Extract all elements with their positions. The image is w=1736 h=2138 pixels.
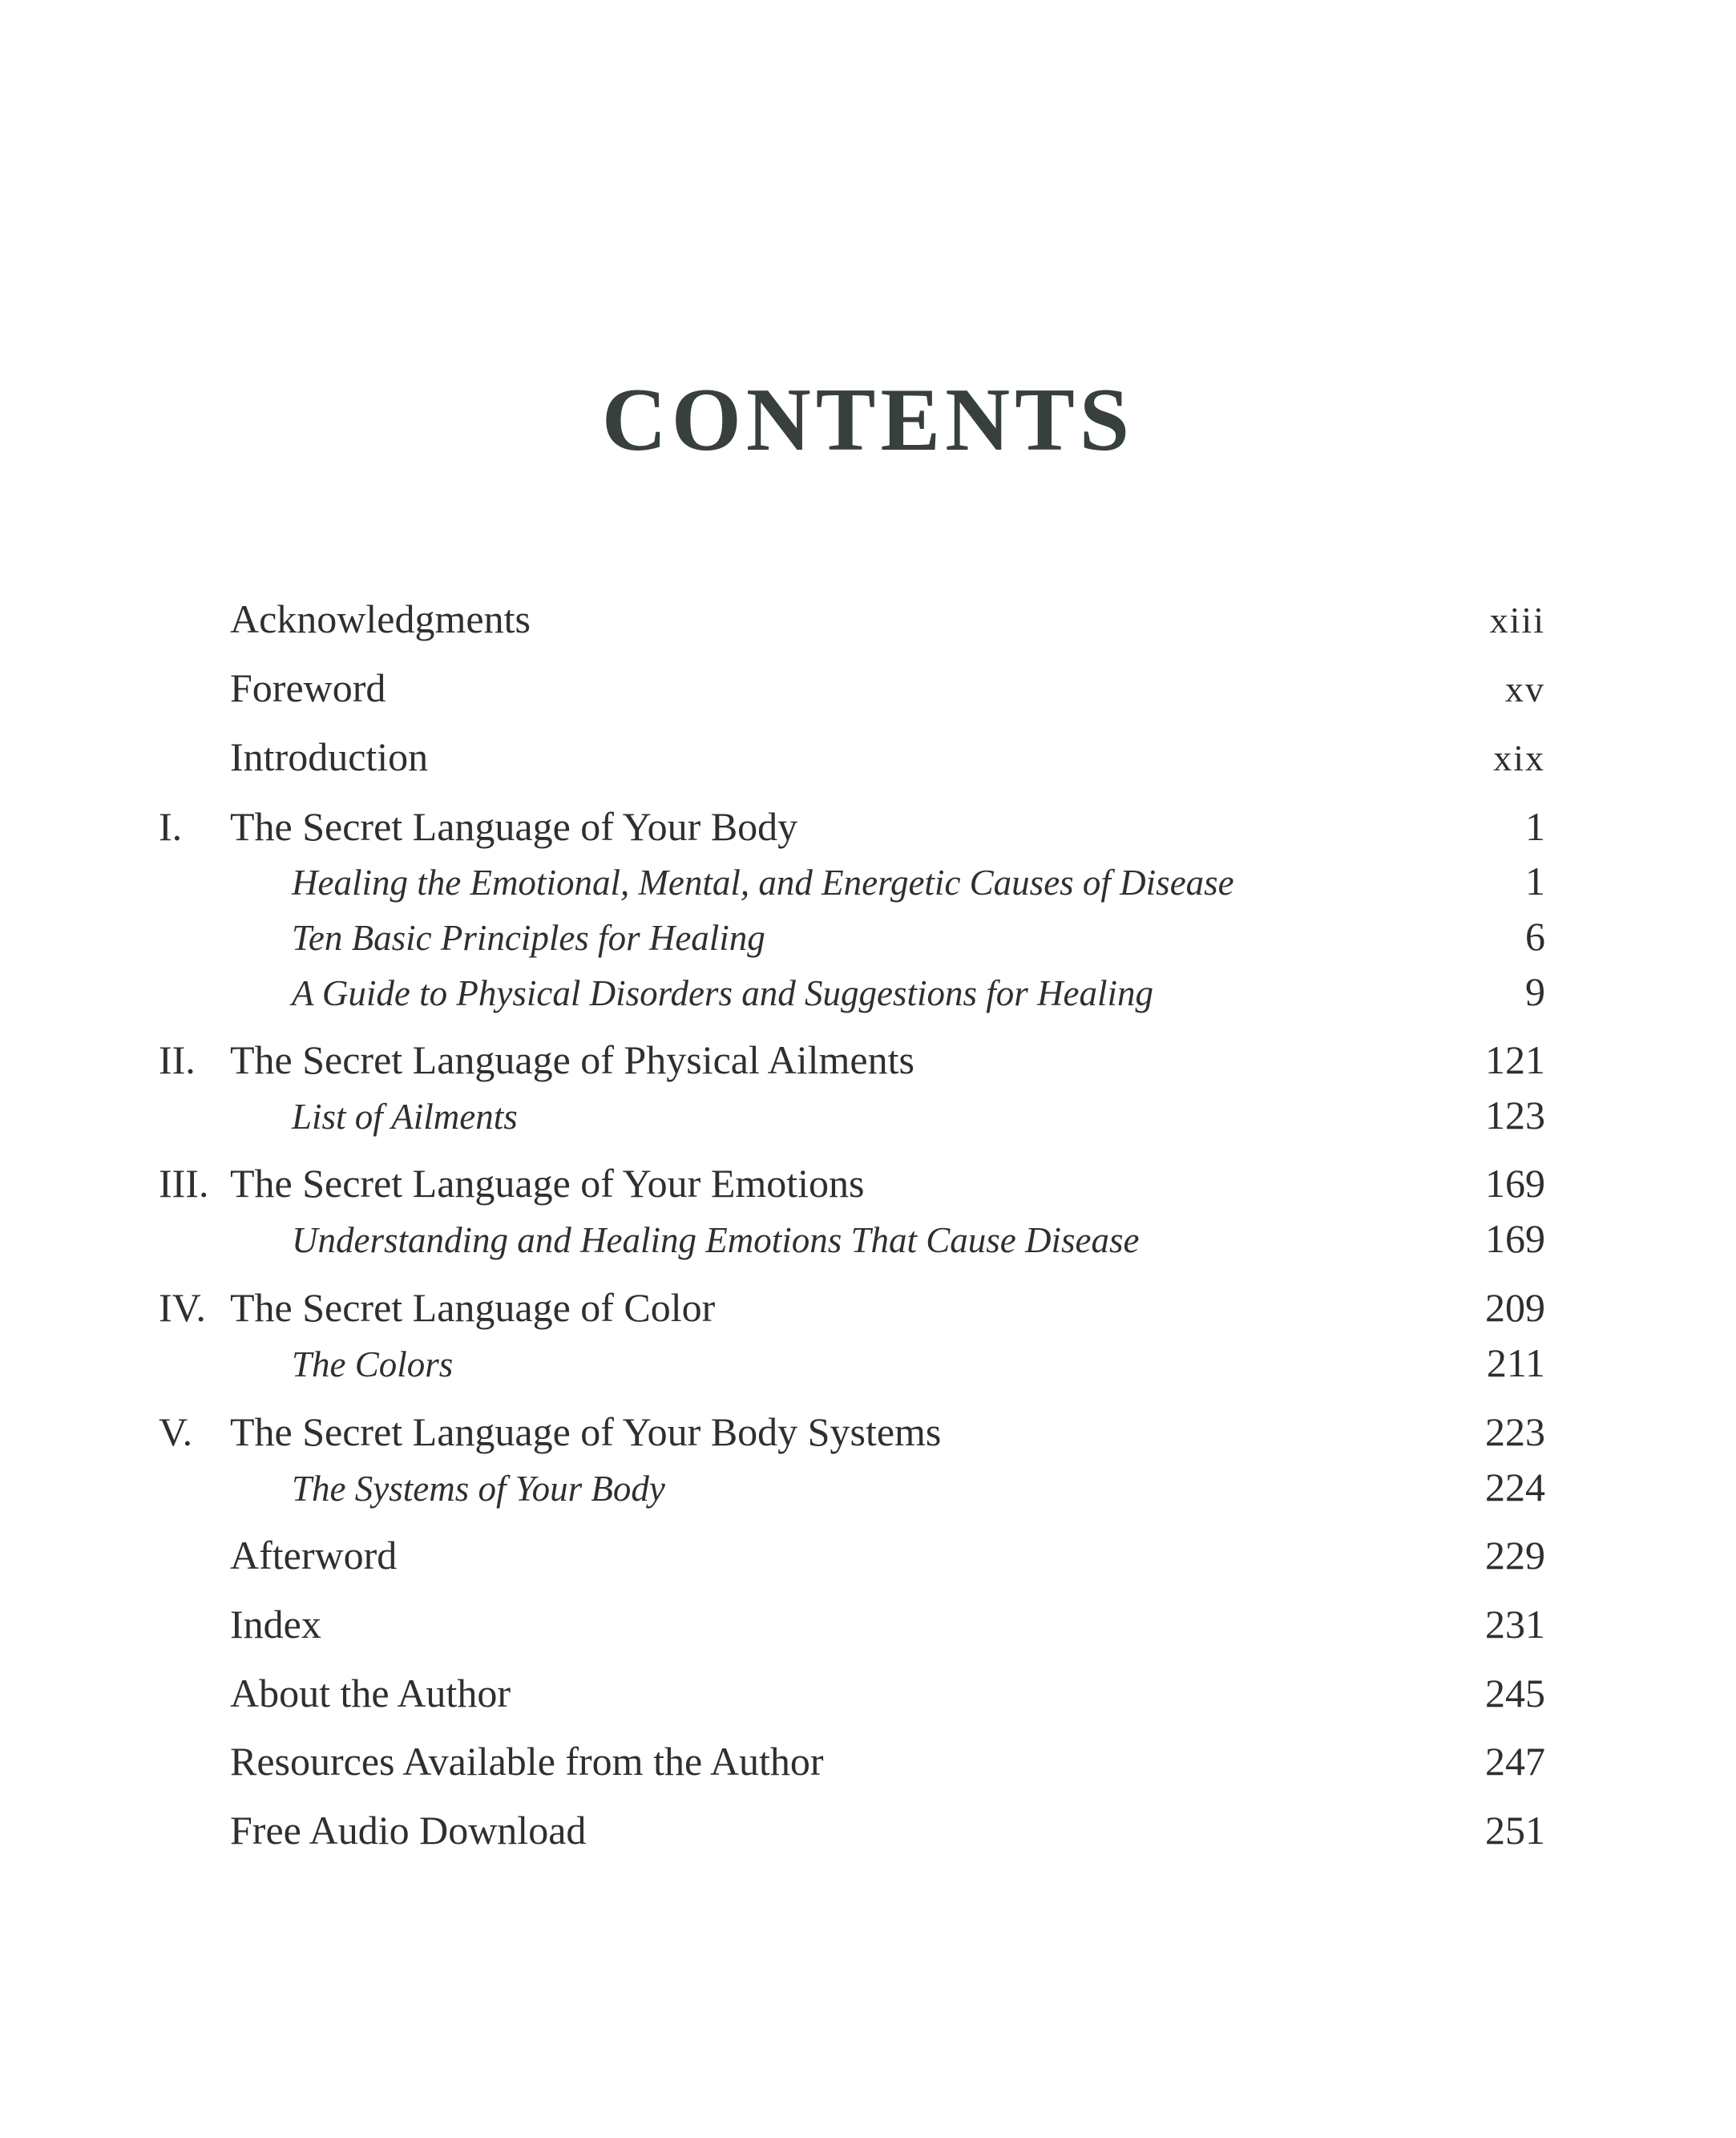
- toc-page-number: 251: [1485, 1808, 1545, 1853]
- toc-title: The Secret Language of Your Emotions: [230, 1161, 865, 1206]
- toc-title: The Secret Language of Physical Ailments: [230, 1037, 914, 1082]
- toc-page-number: 1: [1525, 804, 1545, 849]
- toc-numeral: III.: [159, 1161, 209, 1206]
- page-title: CONTENTS: [601, 370, 1135, 470]
- toc-title: Introduction: [230, 734, 429, 779]
- toc-subtitle: Ten Basic Principles for Healing: [292, 918, 765, 958]
- toc-page-number: 231: [1485, 1602, 1545, 1647]
- toc-title: The Secret Language of Your Body: [230, 804, 798, 849]
- toc-title: Foreword: [230, 665, 386, 710]
- toc-page-number: xiii: [1489, 600, 1545, 641]
- toc-title: Acknowledgments: [230, 596, 531, 641]
- toc-subentry: [0, 1327, 1736, 1383]
- toc-entry-acknowledgments: [0, 583, 1736, 639]
- toc-numeral: I.: [159, 804, 183, 849]
- toc-numeral: II.: [159, 1037, 196, 1082]
- toc-subtitle: List of Ailments: [292, 1097, 518, 1137]
- toc-title: The Secret Language of Color: [230, 1285, 716, 1330]
- toc-title: Resources Available from the Author: [230, 1739, 824, 1784]
- toc-page-number: 224: [1485, 1465, 1545, 1510]
- toc-numeral: IV.: [159, 1285, 206, 1330]
- toc-page-number: 6: [1525, 914, 1545, 959]
- toc-title: Afterword: [230, 1533, 398, 1578]
- toc-numeral: V.: [159, 1409, 193, 1454]
- toc-entry-foreword: [0, 652, 1736, 708]
- toc-entry-part-4: [0, 1271, 1736, 1328]
- toc-page-number: 9: [1525, 969, 1545, 1014]
- toc-subentry: [0, 900, 1736, 959]
- toc-entry-part-2: [0, 1024, 1736, 1080]
- toc-entry-afterword: [0, 1519, 1736, 1578]
- toc-subentry: [0, 845, 1736, 901]
- toc-title: Index: [230, 1602, 321, 1647]
- toc-page-number: 229: [1485, 1533, 1545, 1578]
- toc-title: Free Audio Download: [230, 1808, 587, 1853]
- toc-page-number: 245: [1485, 1671, 1545, 1716]
- toc-subtitle: Healing the Emotional, Mental, and Energetic Causes of Disease: [292, 863, 1234, 903]
- toc-page-number: 169: [1485, 1161, 1545, 1206]
- toc-subtitle: Understanding and Healing Emotions That Cause Disease: [292, 1220, 1140, 1260]
- toc-subtitle: The Colors: [292, 1344, 454, 1384]
- toc-subentry: [0, 1451, 1736, 1510]
- toc-page-number: xix: [1493, 738, 1545, 778]
- toc-page-number: 209: [1485, 1285, 1545, 1330]
- toc-subentry: [0, 1079, 1736, 1138]
- toc-subtitle: The Systems of Your Body: [292, 1469, 665, 1509]
- toc-page-number: 211: [1486, 1340, 1545, 1385]
- toc-page-number: 169: [1485, 1216, 1545, 1261]
- toc-page-number: 123: [1485, 1093, 1545, 1138]
- toc-subentry: [0, 956, 1736, 1012]
- toc-entry-part-5: [0, 1396, 1736, 1452]
- toc-subentry: [0, 1202, 1736, 1259]
- toc-entry-about-the-author: [0, 1657, 1736, 1716]
- toc-page-number: xv: [1505, 669, 1545, 709]
- toc-subtitle: A Guide to Physical Disorders and Suggestions for Healing: [292, 973, 1153, 1013]
- toc-title: The Secret Language of Your Body Systems: [230, 1409, 942, 1454]
- toc-title: About the Author: [230, 1671, 511, 1716]
- toc-entry-index: [0, 1588, 1736, 1647]
- toc-entry-part-1: [0, 790, 1736, 847]
- toc-page-number: 1: [1525, 859, 1545, 903]
- toc-page-number: 247: [1485, 1739, 1545, 1784]
- toc-entry-part-3: [0, 1147, 1736, 1206]
- toc-page-number: 223: [1485, 1409, 1545, 1454]
- toc-entry-free-audio-download: [0, 1794, 1736, 1853]
- toc-entry-resources: [0, 1725, 1736, 1784]
- toc-entry-introduction: [0, 721, 1736, 777]
- toc-page-number: 121: [1485, 1037, 1545, 1082]
